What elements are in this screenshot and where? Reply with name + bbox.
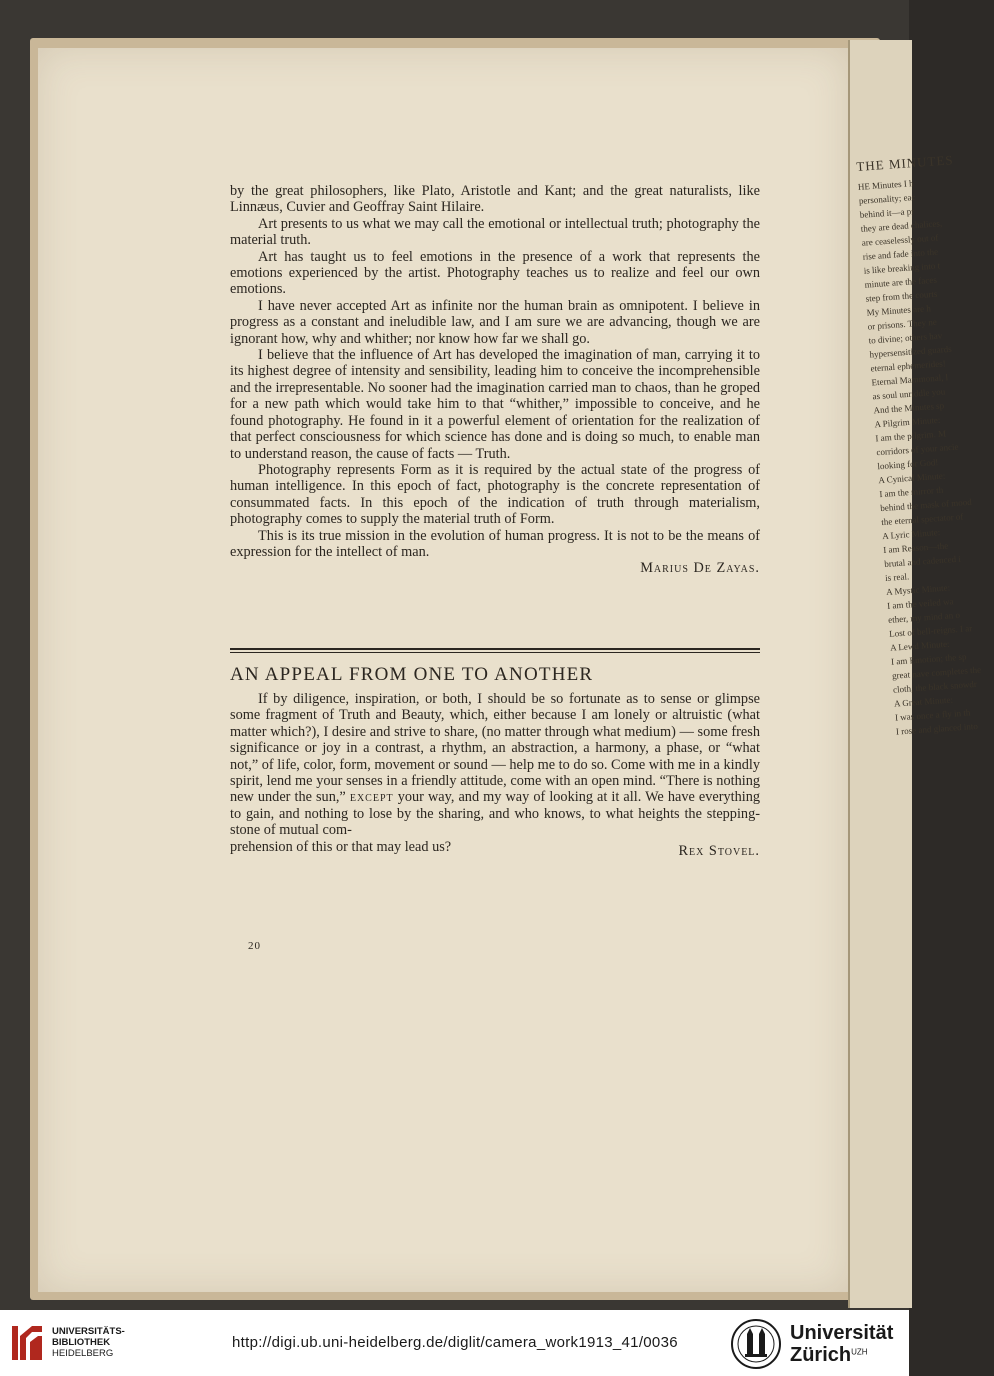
facing-page-line: to divine; others hav [868, 330, 943, 346]
library-name [52, 1326, 125, 1359]
facing-page-line: the eternal spectator of [880, 511, 964, 528]
paragraph-text: If by diligence, inspiration, or both, I should be so fortunate as to sense or glimpse some fragment of Truth and Beauty, which, either because I am lonely or altruistic (what matter which?), I desire and strive to share, (no matter through what medium) — some fresh significance or joy in a contrast, a rhythm, an abstraction, a harmony, a phase, or “what not,” of life, color, form, movement or sound — help me to do so. Come with me in a kindly spirit, lend me your senses in a friendly attitude, come with an open mind. “There is nothing new under the sun,” [230, 691, 760, 806]
facing-page [848, 40, 982, 1308]
facing-page-line: Eternal Mammonal, l [871, 372, 949, 388]
university-name-line: Universität [790, 1322, 894, 1344]
facing-page-line: Lost of bell-reigns. I ar [888, 623, 973, 639]
facing-page-line: hypersensitized guards [869, 343, 952, 360]
facing-page-line: is like breaking into t [863, 260, 941, 276]
facing-page-line: I am Emotion; the sp [890, 651, 967, 667]
facing-page-line: they are dead chalices, [860, 218, 943, 234]
university-name-line: Zürich [790, 1344, 852, 1366]
facing-page-line: A Mystic Minute: [885, 582, 951, 597]
facing-page-line: is real. [884, 571, 910, 583]
facing-page-line: HE Minutes I h [857, 178, 914, 192]
paragraph: by the great philosophers, like Plato, Aristotle and Kant; and the great naturalists, like Linnæus, Cuvier and Geoffray Saint Hilaire. [230, 183, 760, 216]
university-abbr: UZH [851, 1347, 868, 1357]
author-signature: Marius De Zayas. [640, 560, 760, 577]
small-caps-word: except [349, 789, 394, 806]
facing-page-line: eternal ephemerides! [870, 358, 946, 374]
facing-page-line: My Minutes are h [866, 303, 932, 318]
facing-page-line: I was once a fly in th [894, 707, 971, 723]
facing-page-line: great nave completes the [891, 664, 982, 681]
library-name-line: HEIDELBERG [52, 1348, 114, 1359]
facing-page-line: A Lewd Minute: [889, 638, 950, 653]
paragraph: This is its true mission in the evolution of human progress. It is not to be the means of expression for the intellect of man. [230, 527, 760, 560]
facing-page-lines [857, 176, 982, 739]
paragraph: I believe that the influence of Art has developed the imagination of man, carrying it to its highest degree of intensity and sensibility, leading him to conceive the incomprehensible and the irrepresentable. No sooner had the imagination carried man to chaos, than he groped for a new path which would take him to that “whither,” impossible to conceive, and he found photography. He found in it a powerful element of orientation for the realization of that perfect consciousness for which science has done and is doing so much, to enable man to understand reason, the cause of facts — Truth. [230, 347, 760, 462]
library-name-line: BIBLIOTHEK [52, 1337, 111, 1348]
facing-page-line: ether, my mind an o [887, 609, 961, 625]
article-body-bottom [230, 691, 761, 859]
paragraph-text: prehension of this or that may lead us? [230, 838, 452, 855]
facing-page-line: A Great Minute: [893, 694, 954, 709]
last-line [230, 838, 760, 859]
facing-page-line: cloth, the black snowdr [892, 678, 978, 695]
facing-page-line: A Cynical Minute: [878, 470, 946, 486]
facing-page-line: are ceaselessly out of [861, 232, 939, 248]
facing-page-text [855, 152, 982, 739]
facing-page-line: A Lyric Minute: [881, 527, 941, 542]
article-body-top [230, 183, 760, 577]
paragraph [230, 691, 760, 839]
facing-page-line: minute are the faces [864, 274, 938, 290]
library-name-line: UNIVERSITÄTS- [52, 1326, 125, 1337]
facing-page-line: looking for God! [877, 457, 939, 472]
paragraph-text: your way, and my way of looking at it all. We have everything to gain, and nothing to lose by the sharing, and who knows, to what heights the stepping-stone of mutual com- [230, 789, 761, 839]
facing-page-line: behind it—a pr [859, 206, 915, 220]
facing-page-line: step from the courts [865, 288, 938, 304]
article-heading: AN APPEAL FROM ONE TO ANOTHER [230, 664, 594, 685]
facing-page-line: A Pilgrim Minute: [874, 414, 941, 430]
facing-page-line: corridors of your ancie [876, 441, 959, 458]
paragraph: Art presents to us what we may call the emotional or intellectual truth; photography the material truth. [230, 215, 760, 249]
author-signature: Rex Stovel. [678, 842, 760, 859]
facing-page-line: I am Reason—the [882, 540, 949, 556]
facing-page-title: THE MINUTES [855, 152, 955, 174]
viewer-footer [0, 1310, 909, 1376]
facing-page-line: I am the pilgrim. M [875, 428, 947, 444]
section-rule [230, 648, 760, 650]
paragraph: I have never accepted Art as infinite nor the human brain as omnipotent. I believe in progress as a constant and ineludible law, and I am sure we are advancing, though we are ignorant how, why and whither; nor know how far we shall go. [230, 297, 760, 347]
facing-page-line: behind the mask of mood [879, 496, 972, 514]
paragraph: Art has taught us to feel emotions in the presence of a work that represents the emotions experienced by the artist. Photography teaches us to realize and feel our own emotions. [230, 248, 760, 298]
paragraph: Photography represents Form as it is required by the actual state of the progress of human intelligence. In this epoch of fact, photography is the concrete representation of consummated facts. In this epoch of the indication of truth through materialism, photography comes to supply the material truth of Form. [230, 461, 760, 528]
facing-page-line: personality; eac [858, 191, 916, 206]
facing-page-line: I rose and glanced into [895, 720, 979, 737]
page-number: 20 [248, 940, 261, 952]
permalink-url[interactable]: http://digi.ub.uni-heidelberg.de/diglit/camera_work1913_41/0036 [232, 1334, 678, 1351]
facing-page-line: rise and fade into the [862, 246, 939, 262]
library-logo-icon [10, 1322, 44, 1364]
university-name [790, 1322, 893, 1366]
section-rule-thin [230, 652, 760, 653]
facing-page-line: as soul unriddle you [872, 386, 946, 402]
university-seal-icon [730, 1318, 782, 1370]
facing-page-line: or prisons. They ne [867, 316, 938, 332]
facing-page-line: I am the veiled wa [886, 596, 954, 611]
facing-page-line: And the Minutes sp [873, 400, 945, 416]
facing-page-line: brutal and cadenced i [883, 553, 962, 570]
facing-page-line: I am the mirror th [879, 484, 944, 500]
